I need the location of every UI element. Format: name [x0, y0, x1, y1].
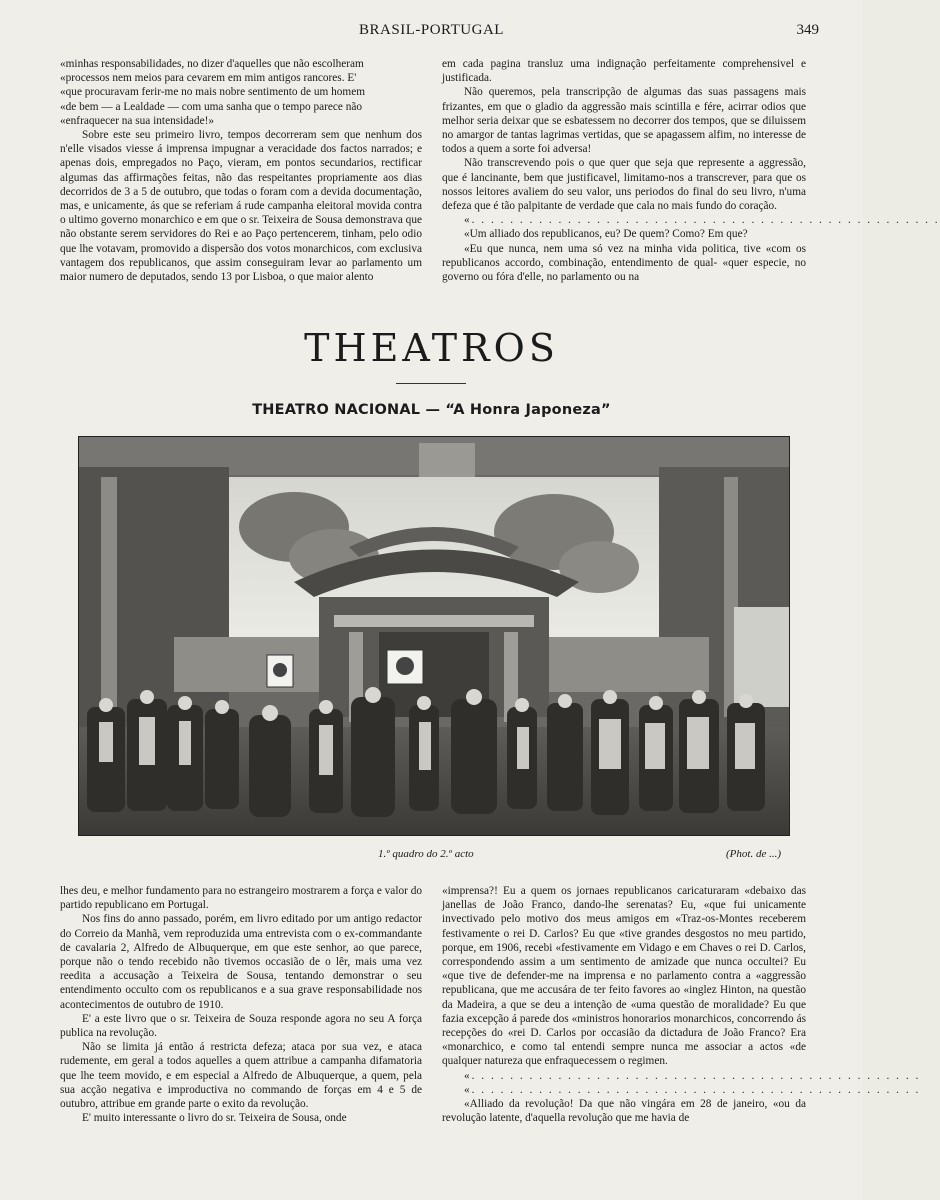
- section-title: THEATROS: [304, 326, 559, 370]
- running-title: BRASIL-PORTUGAL: [359, 22, 504, 38]
- paragraph: «. . . . . . . . . . . . . . . . . . . . . . . . . . . . . . . . . . . . . . . . . . . . . . . . .: [464, 214, 940, 227]
- paragraph: «. . . . . . . . . . . . . . . . . . . . . . . . . . . . . . . . . . . . . . . . . . . . . . .: [464, 1083, 921, 1096]
- paragraph: «imprensa?! Eu a quem os jornaes republicanos caricaturaram «debaixo das janellas de João Franco, dando-lhe serenatas? Eu, «que fui unicamente invectivado pelo motivo dos meus amigos em «Traz-os-Montes receberem festivamente o rei D. Carlos? Eu que «tive grandes desgostos no meu partido, porque, em 1906, recebi «festivamente em Vidago e em Chaves o rei D. Carlos, correspondendo assim a um sentimento de amizade que nunca occultei? Eu «que tive de defender-me na imprensa e no parlamento contra a «aggressão republicana, que me accusára de ter feito favores ao «inglez Hinton, na questão da Madeira, a que se deu a intenção de «uma questão de moralidade? Eu que fazia excepção á parede dos «ministros honorarios monarchicos, concorrendo ás recepções do «rei D. Carlos por occasião da dictadura de João Franco? Era «monarchico, e como tal entendi sempre nunca me associar a actos «de qualquer natureza que enfraquecessem o regimen.: [442, 885, 806, 1068]
- photo-caption: 1.º quadro do 2.º acto: [378, 848, 474, 860]
- top-right-column: [442, 57, 940, 309]
- photo-credit: (Phot. de ...): [726, 848, 781, 860]
- article-heading: THEATRO NACIONAL — “A Honra Japoneza”: [252, 402, 611, 418]
- bottom-right-column: [442, 884, 921, 1154]
- running-header: [0, 22, 863, 42]
- paragraph: «. . . . . . . . . . . . . . . . . . . . . . . . . . . . . . . . . . . . . . . . . . . . . . .: [464, 1069, 921, 1082]
- paragraph: Não se limita já então á restricta defeza; ataca por sua vez, e ataca rudemente, em geral a todos aquelles a quem attribue a campanha difamatoria que lhe teem movido, e em especial a Alfredo de Albuquerque, a quem, pela sua acção negativa e improductiva no commando de forças em 4 e 5 de outubro, attribue em grande parte o exito da revolução.: [60, 1041, 422, 1111]
- paragraph: Não transcrevendo pois o que quer que seja que represente a aggressão, que é lancinante, bem que justificavel, limitamo-nos a transcrever, para que os nossos leitores avaliem do seu valor, uns periodos do final do seu livro, n'uma defeza que é tão palpitante de verdade que cala no mais fundo do coração.: [442, 157, 806, 213]
- paragraph: Não queremos, pela transcripção de algumas das suas passagens mais frizantes, em que o gladio da aggressão mais scintilla e fére, acirrar odios que melhor seria deixar que se esbatessem no decorrer dos tempos, que se diluissem no amargor de tantas lagrimas vertidas, que se apagassem alfim, no interesse de todos a quem a sorte foi adversa!: [442, 86, 806, 156]
- paragraph: «Um alliado dos republicanos, eu? De quem? Como? Em que?: [464, 228, 748, 241]
- paragraph: «minhas responsabilidades, no dizer d'aquelles que não escolheram: [60, 58, 364, 70]
- paragraph: Sobre este seu primeiro livro, tempos decorreram sem que nenhum dos n'elle visados viesse á imprensa impugnar a veracidade dos factos narrados; e apenas dois, empregados no Paço, vieram, em pontos secundarios, rectificar algumas das affirmações feitas, não das respeitantes propriamente aos dias decorridos de 3 a 5 de outubro, que todas o foram com a devida documentação, mas, e unicamente, ás que se referiam á rude campanha eleitoral movida contra o ultimo governo monarchico e em que o sr. Teixeira de Sousa demonstrava que não obstante serem servidores do Rei e ao Paço pertencerem, tinham, pelo odio que lhe votavam, promovido a dispersão dos votos monarchicos, com exclusiva vantagem dos republicanos, que assim conseguiram levar ao parlamento um maior numero de deputados, sendo 13 por Lisboa, o que maior alento: [60, 129, 422, 284]
- top-left-column: [60, 57, 422, 309]
- paragraph: «processos nem meios para cevarem em mim antigos rancores. E': [60, 72, 357, 85]
- section-divider: [396, 383, 466, 384]
- paragraph: «enfraquecer na sua intensidade!»: [60, 114, 215, 127]
- paragraph: E' a este livro que o sr. Teixeira de Souza responde agora no seu A força publica na revolução.: [60, 1012, 422, 1040]
- paragraph: Nos fins do anno passado, porém, em livro editado por um antigo redactor do Correio da Manhã, vem reproduzida uma entrevista com o ex-commandante de cavalaria 2, Alfredo de Albuquerque, em que este senhor, ao que parece, porque não o tendo recebido não tivemos occasião de o lêr, mais uma vez reedita a accusação a Teixeira de Sousa, tentando demonstrar o seu entendimento occulto com os republicanos e a sua grave responsabilidade nos acontecimentos de outubro de 1910.: [60, 913, 422, 1011]
- paragraph: em cada pagina transluz uma indignação perfeitamente comprehensivel e justificada.: [442, 58, 806, 85]
- paragraph: E' muito interessante o livro do sr. Teixeira de Sousa, onde: [82, 1112, 347, 1125]
- paragraph: «Alliado da revolução! Da que não vingára em 28 de janeiro, «ou da revolução latente, d'aquella revolução que me havia de: [442, 1098, 806, 1125]
- paragraph: «Eu que nunca, nem uma só vez na minha vida politica, tive «com os republicanos accordo, combinação, entendimento de qual- «quer especie, no governo ou fóra d'elle, no parlamento ou na: [442, 242, 806, 284]
- paragraph: «que procuravam ferir-me no mais nobre sentimento de um homem: [60, 86, 366, 99]
- paragraph: «de bem — a Lealdade — com uma sanha que o tempo parece não: [60, 100, 363, 113]
- page-number: 349: [796, 22, 819, 38]
- bottom-left-column: [60, 884, 422, 1154]
- paragraph: lhes deu, e melhor fundamento para no estrangeiro mostrarem a força e valor do partido republicano em Portugal.: [60, 885, 422, 912]
- stage-photograph: [78, 436, 790, 836]
